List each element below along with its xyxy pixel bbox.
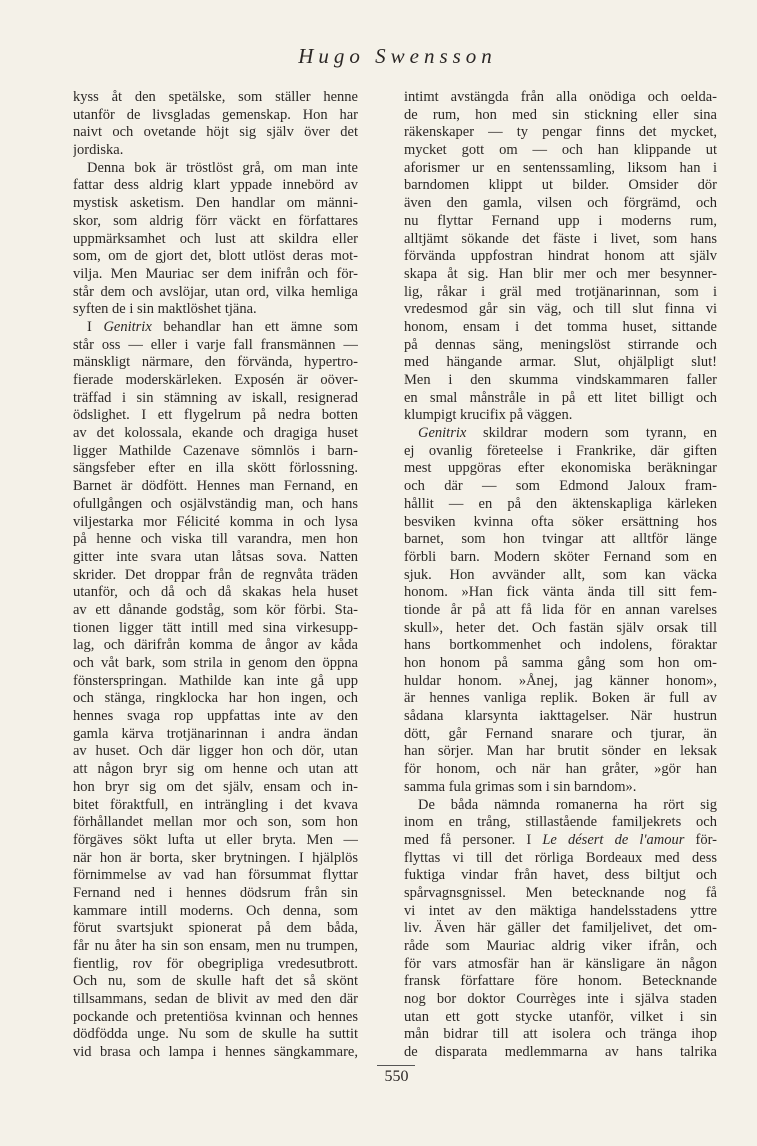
text-line: lig, råkar i gräl med trotjänarinnan, som i bbox=[404, 283, 717, 300]
text-line: och våt bark, som strila in genom den öppna bbox=[73, 655, 358, 671]
text-line: skull», heter det. Och fastän själv orsak till bbox=[404, 619, 717, 636]
text-line: hon honom på samma gång som hon om- bbox=[404, 655, 717, 671]
text-line: spårvagnsgnissel. Men betecknande nog få bbox=[404, 884, 717, 901]
page-number-rule bbox=[377, 1065, 415, 1066]
paragraph bbox=[73, 160, 358, 319]
text-line: med hängande armar. Slut, ohjälpligt slut! bbox=[404, 354, 717, 371]
text-line: vid brasa och lampa i hennes sängkammare, bbox=[73, 1044, 358, 1061]
text-line: utanför, och då och då skakas hela huset bbox=[73, 584, 358, 601]
text-line: Och nu, som de skulle haft det så skönt bbox=[73, 973, 358, 990]
text-line: även den gamla, vilsen och förgrämd, och bbox=[404, 195, 717, 212]
text-line: pockande och pretentiösa kvinnan och hennes bbox=[73, 1008, 358, 1025]
text-line: naivt och ovetande höjt sig själv över det bbox=[73, 124, 358, 141]
text-line: de rum, hon med sin stickning eller sina bbox=[404, 106, 717, 123]
text-line: av huset. Och där ligger hon och dör, utan bbox=[73, 743, 358, 760]
paragraph bbox=[404, 425, 717, 796]
paragraph bbox=[73, 319, 358, 1062]
text-line: fierade moderskärleken. Exposén är oöver- bbox=[73, 372, 358, 388]
text-line: nu flyttar Fernand upp i moderns rum, bbox=[404, 212, 717, 229]
text-line: utanför de livsgladas gemenskap. Hon har bbox=[73, 106, 358, 123]
text-line: tionen ligger tätt intill med sina virkesupp- bbox=[73, 619, 358, 636]
text-line: Fernand ned i hennes dödsrum från sin bbox=[73, 884, 358, 901]
text-line: står dem och avslöjar, utan ord, vilka hemliga bbox=[73, 283, 358, 300]
text-segment: skildrar modern som tyrann, en bbox=[466, 425, 717, 442]
text-line: kyss åt den spetälske, som ställer henne bbox=[73, 89, 358, 105]
italic-title: Le désert de l'amour bbox=[542, 831, 685, 848]
text-segment: med få personer. I bbox=[404, 831, 543, 848]
text-line: står oss — eller i varje fall fransmännen — bbox=[73, 336, 358, 353]
text-line: förbli barn. Modern sköter Fernand som en bbox=[404, 548, 717, 565]
text-line: sjuk. Hon avvänder allt, som kan väcka bbox=[404, 566, 717, 583]
text-line: gitter inte svara utan låtsas sova. Natten bbox=[73, 548, 358, 565]
text-line: förhållandet mellan mor och son, som hon bbox=[73, 814, 358, 831]
text-line: för honom, och när han gråter, »gör han bbox=[404, 761, 717, 778]
paragraph bbox=[404, 89, 717, 425]
text-line: för vars atmosfär han är känsligare än någon bbox=[404, 955, 717, 972]
text-line: vi intet av den mäktiga handelsstadens yttre bbox=[404, 902, 717, 919]
text-line: liv. Även här gäller det familjelivet, det om- bbox=[404, 920, 717, 937]
text-line: hans bortkommenhet och indolens, föraktar bbox=[404, 637, 717, 654]
text-line: mest uppgöras efter ekonomiska beräkningar bbox=[404, 460, 717, 477]
text-segment: behandlar han ett ämne som bbox=[151, 318, 358, 335]
text-line: hennes svaga rop uppfattas inte av den bbox=[73, 708, 358, 725]
text-line: när hon är borta, sker brytningen. I hjälplös bbox=[73, 849, 358, 866]
paragraph bbox=[404, 797, 717, 1062]
text-line: barnet, som hon tvingar att alltför länge bbox=[404, 531, 717, 548]
text-line bbox=[404, 832, 717, 850]
text-line: de disparata medlemmarna av hans talrika bbox=[404, 1044, 717, 1061]
left-column bbox=[73, 89, 358, 1062]
text-segment: för- bbox=[684, 831, 717, 848]
text-line: alltjämt sökande det fäste i livet, som hans bbox=[404, 230, 717, 247]
text-line: skor, som aldrig förr väckt en författares bbox=[73, 212, 358, 229]
text-line: klumpigt krucifix på väggen. bbox=[404, 407, 573, 424]
italic-title: Genitrix bbox=[418, 425, 467, 442]
text-line: får nu åter ha sin son ensam, men nu trumpen, bbox=[73, 938, 358, 954]
text-line: huldar honom. »Ånej, jag känner honom», bbox=[404, 672, 717, 689]
text-line: ej ovanlig företeelse i Frankrike, där giften bbox=[404, 442, 717, 459]
text-segment: I bbox=[87, 318, 104, 335]
text-line: vredesmod går sin väg, och till slut finna vi bbox=[404, 301, 717, 318]
text-line: fransk författare före honom. Betecknande bbox=[404, 973, 717, 990]
text-line: en smal månstråle in på ett litet billigt och bbox=[404, 389, 717, 406]
text-line: Men i den skumma vindskammaren faller bbox=[404, 372, 717, 388]
text-line: tillsammans, sedan de blivit av med den där bbox=[73, 991, 358, 1008]
text-line: skrider. Det droppar från de regnvåta träden bbox=[73, 566, 358, 583]
text-line: hon bryr sig om det själv, ensam och in- bbox=[73, 778, 358, 795]
text-line: dött, går Fernand snarare och tjurar, än bbox=[404, 725, 717, 742]
running-header: Hugo Swensson bbox=[298, 44, 497, 68]
text-line: Denna bok är tröstlöst grå, om man inte bbox=[87, 159, 358, 176]
text-line: honom. »Han fick vänta ända till sitt fem- bbox=[404, 584, 717, 601]
text-line: som, om de gjort det, blott utlöst deras mot- bbox=[73, 248, 358, 265]
text-line: intimt avstängda från alla onödiga och oelda- bbox=[404, 89, 717, 105]
text-line: fattar dess aldrig klart yppade innebörd av bbox=[73, 177, 358, 194]
italic-title: Genitrix bbox=[103, 318, 152, 335]
text-line: Barnet är dödfött. Hennes man Fernand, en bbox=[73, 478, 358, 495]
text-line: fientlig, rov för obegripliga vredesutbrott. bbox=[73, 955, 358, 972]
text-line: räkenskaper — ty pengar finns det mycket, bbox=[404, 124, 717, 141]
text-line: jordiska. bbox=[73, 142, 124, 159]
text-line: råde som Mauriac aldrig viker ifrån, och bbox=[404, 938, 717, 954]
text-line: av ett dånande godståg, som kör förbi. Sta- bbox=[73, 601, 358, 618]
text-line: uppmärksamhet och lust att skildra eller bbox=[73, 230, 358, 247]
text-line bbox=[404, 425, 717, 443]
text-line: barndomen klippt ut bilder. Omsider dör bbox=[404, 177, 717, 194]
text-line: lag, och därifrån komma de ångor av kåda bbox=[73, 637, 358, 654]
right-column bbox=[404, 89, 717, 1062]
text-line: sådana klarsynta iakttagelser. När hustrun bbox=[404, 708, 717, 725]
text-line: är hennes vanliga replik. Boken är full av bbox=[404, 690, 717, 707]
text-line: träffad i sin stämning av iskall, resignerad bbox=[73, 389, 358, 406]
text-line: förvända uppfostran hindrat honom att själv bbox=[404, 248, 717, 265]
text-line: sängsfeber efter en illa skött förlossning. bbox=[73, 460, 358, 477]
text-line: på dennas säng, meningslöst stirrande och bbox=[404, 336, 717, 353]
text-line: skapa åt sig. Han blir mer och mer besynner- bbox=[404, 265, 717, 282]
text-line: tionde år på att få lida för en annan varelses bbox=[404, 601, 717, 618]
text-line: han sörjer. Man har brutit sönder en leksak bbox=[404, 743, 717, 760]
text-line: och stänga, ringklocka har hon ingen, och bbox=[73, 690, 358, 707]
text-line: mycket gott om — och han klippande ut bbox=[404, 142, 717, 159]
text-line: viljestarka mor Félicité komma in och lysa bbox=[73, 513, 358, 530]
text-line: att någon bryr sig om henne och utan att bbox=[73, 761, 358, 778]
text-line: ödslighet. I ett flygelrum på nedra botten bbox=[73, 407, 358, 424]
text-line: av det kolossala, ekande och dragiga huset bbox=[73, 425, 358, 442]
text-line: utan ett gott stycke utanför, vilket i sin bbox=[404, 1008, 717, 1025]
text-line: fönsterspringan. Mathilde kan inte gå upp bbox=[73, 672, 358, 689]
text-line: förnimmelse av vad han försummat flyttar bbox=[73, 867, 358, 884]
text-line: inom en trång, stillastående familjekrets och bbox=[404, 814, 717, 831]
text-line: mänskligt närmare, den förvända, hypertro- bbox=[73, 354, 358, 371]
text-line: kammare intill moderns. Och denna, som bbox=[73, 902, 358, 919]
text-line bbox=[73, 319, 358, 337]
text-line: förgäves sökt lufta ut eller bryta. Men — bbox=[73, 831, 358, 848]
text-line: förut svartsjukt spionerat på dem båda, bbox=[73, 920, 358, 937]
text-line: dödfödda unge. Nu som de skulle ha suttit bbox=[73, 1026, 358, 1043]
text-line: vilja. Men Mauriac ser dem inifrån och för- bbox=[73, 265, 358, 282]
text-line: bitet föraktfull, en inträngling i det kvava bbox=[73, 796, 358, 813]
paragraph bbox=[73, 89, 358, 160]
text-line: på henne och viska till varandra, men hon bbox=[73, 531, 358, 548]
text-line: hållit — en på den äktenskapliga kärleken bbox=[404, 495, 717, 512]
text-line: fuktiga vindar från havet, dess biltjut och bbox=[404, 867, 717, 884]
text-line: besviken kvinna ofta söker ersättning hos bbox=[404, 513, 717, 530]
text-line: ligger Mathilde Cazenave sömnlös i barn- bbox=[73, 442, 358, 459]
text-line: aforismer ur en sentenssamling, liksom han i bbox=[404, 159, 717, 176]
text-line: ofullgången och osjälvständig man, och hans bbox=[73, 495, 358, 512]
text-line: honom, ensam i det tomma huset, sittande bbox=[404, 318, 717, 335]
text-line: gamla kärva trotjänarinnan i andra ändan bbox=[73, 725, 358, 742]
page-number: 550 bbox=[384, 1068, 409, 1085]
text-line: syften de i sin maktlöshet tjäna. bbox=[73, 301, 257, 318]
text-line: mån bidrar till att isolera och tränga ihop bbox=[404, 1026, 717, 1043]
text-line: samma fula grimas som i sin barndom». bbox=[404, 778, 637, 795]
text-line: och där — som Edmond Jaloux fram- bbox=[404, 478, 717, 495]
text-line: nog bor doktor Courrèges inte i själva staden bbox=[404, 991, 717, 1008]
text-line: De båda nämnda romanerna ha rört sig bbox=[418, 796, 717, 813]
text-line: flyttas vi till det rörliga Bordeaux med dess bbox=[404, 849, 717, 866]
text-line: mystisk asketism. Den handlar om männi- bbox=[73, 195, 358, 212]
